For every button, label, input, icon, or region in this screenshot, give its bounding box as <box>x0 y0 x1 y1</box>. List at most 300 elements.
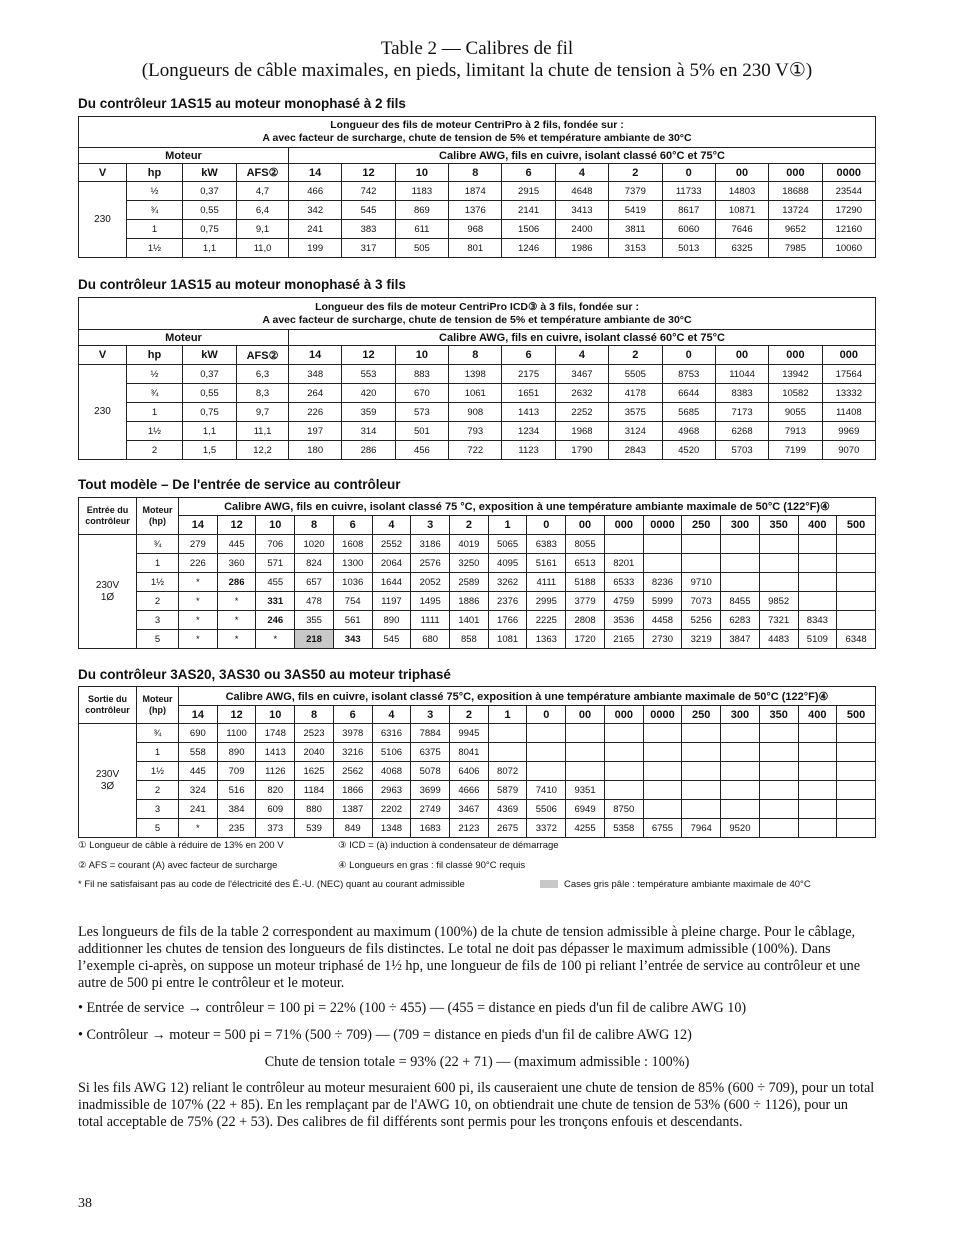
table-cell <box>798 819 837 838</box>
table-cell: 849 <box>333 819 372 838</box>
column-header: 8 <box>449 164 502 182</box>
table-cell: 11408 <box>822 403 875 422</box>
table-cell: 6533 <box>604 573 643 592</box>
table-cell: 1100 <box>217 724 256 743</box>
table-row <box>79 630 876 649</box>
table-cell: 545 <box>372 630 411 649</box>
table-cell: 3467 <box>555 365 608 384</box>
table-cell: 7884 <box>411 724 450 743</box>
table-cell: 1376 <box>449 201 502 220</box>
table-cell: 1748 <box>256 724 295 743</box>
table-cell <box>527 743 566 762</box>
table-cell: 4483 <box>759 630 798 649</box>
gauge-header: 0 <box>527 516 566 535</box>
table-cell <box>798 800 837 819</box>
title-line-1: Table 2 — Calibres de fil <box>380 38 574 59</box>
table-cell: 3 <box>137 800 179 819</box>
column-header: 4 <box>555 346 608 365</box>
table-cell <box>798 535 837 554</box>
table-cell: 1 <box>127 403 183 422</box>
table-cell <box>798 554 837 573</box>
table-cell: 670 <box>395 384 448 403</box>
gauge-header: 1 <box>488 516 527 535</box>
table-cell: 2675 <box>488 819 527 838</box>
table-cell: 1123 <box>502 441 555 460</box>
table-row <box>79 762 876 781</box>
table-cell: 968 <box>449 220 502 239</box>
section-heading-3: Tout modèle – De l'entrée de service au contrôleur <box>78 477 401 492</box>
footnote-4: ④ Longueurs en gras : fil classé 90°C requis <box>338 860 526 871</box>
table-cell: 7964 <box>682 819 721 838</box>
table-cell: 23544 <box>822 182 875 201</box>
gauge-header: 250 <box>682 516 721 535</box>
table-cell: 3811 <box>609 220 662 239</box>
gauge-header: 6 <box>333 516 372 535</box>
table-cell: 3124 <box>609 422 662 441</box>
table-cell: 3699 <box>411 781 450 800</box>
gauge-header: 0000 <box>643 516 682 535</box>
table-cell: 2576 <box>411 554 450 573</box>
column-header: 0000 <box>822 164 875 182</box>
table-cell: 1234 <box>502 422 555 441</box>
phase-label: 3Ø <box>100 780 115 792</box>
footnote-3: ③ ICD = (à) induction à condensateur de démarrage <box>338 840 559 851</box>
table-cell: 1,5 <box>183 441 237 460</box>
table-cell: 3216 <box>333 743 372 762</box>
table-cell <box>759 573 798 592</box>
gauge-header: 1 <box>488 706 527 724</box>
table-cell: 571 <box>256 554 295 573</box>
table-cell: * <box>217 630 256 649</box>
table-cell <box>837 743 876 762</box>
table-row <box>79 403 876 422</box>
gauge-header: 000 <box>604 706 643 724</box>
column-header: 000 <box>822 346 875 365</box>
column-header: 12 <box>342 164 395 182</box>
table-cell: 373 <box>256 819 295 838</box>
voltage-cell <box>79 535 137 649</box>
table-cell <box>643 535 682 554</box>
section-heading-1: Du contrôleur 1AS15 au moteur monophasé à 2 fils <box>78 96 406 111</box>
table-cell <box>682 554 721 573</box>
table-cell: 8055 <box>566 535 605 554</box>
table-cell: 1,1 <box>183 239 237 258</box>
table-cell: 0,75 <box>183 220 237 239</box>
gauge-header: 12 <box>217 706 256 724</box>
table-cell: 1766 <box>488 611 527 630</box>
table-cell: 9852 <box>759 592 798 611</box>
column-header: 6 <box>502 164 555 182</box>
column-header: 000 <box>769 164 822 182</box>
table-cell: 7985 <box>769 239 822 258</box>
table-cell: 2 <box>137 781 179 800</box>
table-cell: 286 <box>342 441 395 460</box>
table-cell: 4369 <box>488 800 527 819</box>
table-cell: 1348 <box>372 819 411 838</box>
footnote-1: ① Longueur de câble à réduire de 13% en 200 V <box>78 840 284 851</box>
table-cell: 1363 <box>527 630 566 649</box>
gauge-header: 400 <box>798 516 837 535</box>
table-cell: 2123 <box>450 819 489 838</box>
table-cell <box>721 573 760 592</box>
table-cell <box>721 743 760 762</box>
table-row <box>79 182 876 201</box>
table-cell <box>837 592 876 611</box>
table-cell: 3250 <box>450 554 489 573</box>
table-cell: 1,1 <box>183 422 237 441</box>
table-cell: 4178 <box>609 384 662 403</box>
table-cell: 180 <box>289 441 342 460</box>
table-cell: 2632 <box>555 384 608 403</box>
gauge-header: 500 <box>837 516 876 535</box>
gauge-header: 000 <box>604 516 643 535</box>
table-cell: 1½ <box>137 762 179 781</box>
table-cell: 609 <box>256 800 295 819</box>
table-cell: 1036 <box>333 573 372 592</box>
table-cell: 2915 <box>502 182 555 201</box>
table-cell <box>759 535 798 554</box>
table-cell: 342 <box>289 201 342 220</box>
table-cell: 2808 <box>566 611 605 630</box>
table-cell <box>837 573 876 592</box>
table-cell <box>643 762 682 781</box>
table-cell <box>759 554 798 573</box>
table-cell: 573 <box>395 403 448 422</box>
table-cell: 1 <box>137 554 179 573</box>
table-cell: 4095 <box>488 554 527 573</box>
table-cell <box>643 724 682 743</box>
table-cell: 1081 <box>488 630 527 649</box>
footnote-star: * Fil ne satisfaisant pas au code de l'électricité des É.-U. (NEC) quant au courant admissible <box>78 879 465 890</box>
table-cell: 5078 <box>411 762 450 781</box>
table-cell: 359 <box>342 403 395 422</box>
table-cell: 6283 <box>721 611 760 630</box>
column-header: V <box>79 346 127 365</box>
table-cell: 4,7 <box>237 182 289 201</box>
table-cell <box>759 762 798 781</box>
table-cell <box>837 800 876 819</box>
table-cell: 331 <box>256 592 295 611</box>
table-cell: 5013 <box>662 239 715 258</box>
table-cell: 445 <box>217 535 256 554</box>
table-cell: * <box>217 611 256 630</box>
table-cell: 5703 <box>715 441 768 460</box>
table-cell <box>798 592 837 611</box>
column-header: 2 <box>609 346 662 365</box>
calibre-header: Calibre AWG, fils en cuivre, isolant classé 75 °C, exposition à une température ambiante maximale de 50°C (122°F)④ <box>179 498 876 516</box>
column-header: AFS② <box>237 164 289 182</box>
table-cell: 4666 <box>450 781 489 800</box>
table-cell: 4968 <box>662 422 715 441</box>
table-cell: 13332 <box>822 384 875 403</box>
table-cell <box>682 762 721 781</box>
table-1ph-3wire <box>78 297 876 460</box>
table-cell: 241 <box>179 800 218 819</box>
table-cell: 824 <box>295 554 334 573</box>
gauge-header: 300 <box>721 516 760 535</box>
table-cell: * <box>179 819 218 838</box>
table-cell <box>798 743 837 762</box>
table-cell <box>798 573 837 592</box>
table-cell: 657 <box>295 573 334 592</box>
table-row <box>79 800 876 819</box>
table-cell <box>721 554 760 573</box>
table-row <box>79 384 876 403</box>
table-cell: 2052 <box>411 573 450 592</box>
table-cell: 545 <box>342 201 395 220</box>
table-cell: 2040 <box>295 743 334 762</box>
table-cell: 226 <box>289 403 342 422</box>
table-cell: ¾ <box>137 535 179 554</box>
table-cell: 18688 <box>769 182 822 201</box>
gauge-header: 2 <box>450 516 489 535</box>
table-cell: 1½ <box>137 573 179 592</box>
table-cell: 17564 <box>822 365 875 384</box>
table-cell <box>798 781 837 800</box>
table-cell: 2 <box>137 592 179 611</box>
table-cell: 6949 <box>566 800 605 819</box>
table-cell <box>837 762 876 781</box>
table-caption: Longueur des fils de moteur CentriPro à 2 fils, fondée sur : A avec facteur de surcharge, chute de tension de 5% et température ambiante de 30°C <box>79 117 876 148</box>
table-cell: 5505 <box>609 365 662 384</box>
table-cell: 6644 <box>662 384 715 403</box>
table-cell: 7379 <box>609 182 662 201</box>
table-cell: 6513 <box>566 554 605 573</box>
table-cell: 9,7 <box>237 403 289 422</box>
table-cell: ¾ <box>127 384 183 403</box>
gauge-header: 250 <box>682 706 721 724</box>
table-cell: 4458 <box>643 611 682 630</box>
gauge-header: 3 <box>411 516 450 535</box>
table-cell: 7173 <box>715 403 768 422</box>
table-cell <box>721 535 760 554</box>
table-cell: 6406 <box>450 762 489 781</box>
gauge-header: 00 <box>566 706 605 724</box>
column-header: 00 <box>715 346 768 365</box>
table-cell <box>682 724 721 743</box>
table-cell: 2562 <box>333 762 372 781</box>
table-cell: 235 <box>217 819 256 838</box>
table-cell <box>682 800 721 819</box>
table-row <box>79 743 876 762</box>
table-cell <box>604 762 643 781</box>
table-cell: 3262 <box>488 573 527 592</box>
table-cell: 2523 <box>295 724 334 743</box>
table-row <box>79 819 876 838</box>
table-cell: 6060 <box>662 220 715 239</box>
table-service-to-controller <box>78 497 876 649</box>
table-cell: 5685 <box>662 403 715 422</box>
gauge-header: 400 <box>798 706 837 724</box>
table-cell: 5109 <box>798 630 837 649</box>
gauge-header: 10 <box>256 516 295 535</box>
gauge-header: 2 <box>450 706 489 724</box>
column-header: hp <box>127 164 183 182</box>
table-cell: 5506 <box>527 800 566 819</box>
table-cell: 1183 <box>395 182 448 201</box>
table-cell: 7646 <box>715 220 768 239</box>
table-cell: 8617 <box>662 201 715 220</box>
table-cell <box>604 743 643 762</box>
table-cell: 820 <box>256 781 295 800</box>
column-header: kW <box>183 164 237 182</box>
table-cell: 383 <box>342 220 395 239</box>
table-cell: 1184 <box>295 781 334 800</box>
gauge-header: 00 <box>566 516 605 535</box>
table-cell: 1608 <box>333 535 372 554</box>
table-cell: 12160 <box>822 220 875 239</box>
column-header: 10 <box>395 164 448 182</box>
table-cell: 8236 <box>643 573 682 592</box>
table-cell: 9,1 <box>237 220 289 239</box>
table-cell <box>837 535 876 554</box>
gauge-header: 350 <box>759 516 798 535</box>
table-cell: 539 <box>295 819 334 838</box>
table-cell: 218 <box>295 630 334 649</box>
table-cell: 553 <box>342 365 395 384</box>
moteur-hp-header: Moteur (hp) <box>137 498 179 535</box>
table-cell: 3413 <box>555 201 608 220</box>
table-cell: 754 <box>333 592 372 611</box>
table-cell: 1387 <box>333 800 372 819</box>
table-cell: 880 <box>295 800 334 819</box>
table-cell: 1413 <box>502 403 555 422</box>
table-cell: 1683 <box>411 819 450 838</box>
gauge-header: 500 <box>837 706 876 724</box>
table-cell: 2202 <box>372 800 411 819</box>
table-cell: ¾ <box>127 201 183 220</box>
table-cell: 9710 <box>682 573 721 592</box>
table-cell: 324 <box>179 781 218 800</box>
table-cell: 10582 <box>769 384 822 403</box>
table-cell: 3575 <box>609 403 662 422</box>
table-cell: 558 <box>179 743 218 762</box>
table-cell <box>837 611 876 630</box>
table-cell: 7913 <box>769 422 822 441</box>
column-header: 10 <box>395 346 448 365</box>
gray-swatch <box>540 880 558 888</box>
table-cell <box>643 743 682 762</box>
table-cell: 1495 <box>411 592 450 611</box>
table-cell: 4255 <box>566 819 605 838</box>
table-row <box>79 365 876 384</box>
table-cell: 6755 <box>643 819 682 838</box>
voltage-label: 230V <box>95 579 120 591</box>
table-row <box>79 611 876 630</box>
table-cell: 793 <box>449 422 502 441</box>
column-header: 12 <box>342 346 395 365</box>
gauge-header: 0000 <box>643 706 682 724</box>
table-cell: 4019 <box>450 535 489 554</box>
phase-label: 1Ø <box>100 591 115 603</box>
table-row <box>79 573 876 592</box>
column-header: 6 <box>502 346 555 365</box>
table-cell: 1 <box>127 220 183 239</box>
table-cell: 1126 <box>256 762 295 781</box>
table-cell <box>721 762 760 781</box>
table-cell: 6325 <box>715 239 768 258</box>
table-cell: 890 <box>372 611 411 630</box>
table-cell: 2995 <box>527 592 566 611</box>
table-cell: 869 <box>395 201 448 220</box>
table-cell: 5 <box>137 819 179 838</box>
table-cell: 1401 <box>450 611 489 630</box>
title-line-2: (Longueurs de câble maximales, en pieds, limitant la chute de tension à 5% en 230 V①) <box>141 60 813 81</box>
table-cell: 317 <box>342 239 395 258</box>
table-cell: 10060 <box>822 239 875 258</box>
table-cell: 1300 <box>333 554 372 573</box>
table-row <box>79 239 876 258</box>
table-cell: 1020 <box>295 535 334 554</box>
table-cell <box>759 781 798 800</box>
table-row <box>79 441 876 460</box>
table-row <box>79 201 876 220</box>
section-heading-4: Du contrôleur 3AS20, 3AS30 ou 3AS50 au moteur triphasé <box>78 667 451 682</box>
table-cell: 3847 <box>721 630 760 649</box>
table-cell: 7073 <box>682 592 721 611</box>
table-cell: 8041 <box>450 743 489 762</box>
table-cell: 4759 <box>604 592 643 611</box>
column-header: 00 <box>715 164 768 182</box>
table-cell: 6268 <box>715 422 768 441</box>
table-cell: 3219 <box>682 630 721 649</box>
table-cell: 13942 <box>769 365 822 384</box>
table-cell <box>643 781 682 800</box>
table-cell <box>837 781 876 800</box>
table-cell: 0,37 <box>183 365 237 384</box>
table-cell: 241 <box>289 220 342 239</box>
table-cell: 5358 <box>604 819 643 838</box>
table-cell: ½ <box>127 365 183 384</box>
entree-header: Entrée du contrôleur <box>79 498 137 535</box>
table-cell: 1720 <box>566 630 605 649</box>
table-cell: 4111 <box>527 573 566 592</box>
table-cell: 706 <box>256 535 295 554</box>
table-cell: 2252 <box>555 403 608 422</box>
table-cell <box>837 554 876 573</box>
table-cell: 420 <box>342 384 395 403</box>
table-cell: 8343 <box>798 611 837 630</box>
table-cell: 2963 <box>372 781 411 800</box>
table-cell: 9945 <box>450 724 489 743</box>
table-caption: Longueur des fils de moteur CentriPro ICD③ à 3 fils, fondée sur : A avec facteur de surcharge, chute de tension de 5% et température ambiante de 30°C <box>79 298 876 330</box>
column-header: V <box>79 164 127 182</box>
table-cell: 1111 <box>411 611 450 630</box>
table-row <box>79 220 876 239</box>
table-cell: 355 <box>295 611 334 630</box>
table-cell: 5106 <box>372 743 411 762</box>
table-cell: 1413 <box>256 743 295 762</box>
table-cell: 5419 <box>609 201 662 220</box>
page-title <box>0 38 954 82</box>
gauge-header: 8 <box>295 516 334 535</box>
table-cell <box>527 762 566 781</box>
table-cell: 1644 <box>372 573 411 592</box>
column-header: 0 <box>662 346 715 365</box>
table-cell: 6375 <box>411 743 450 762</box>
explanation-paragraph-1: Les longueurs de fils de la table 2 correspondent au maximum (100%) de la chute de tension admissible à pleine charge. Pour le câblage, additionner les chutes de tension des longueurs de fils distinctes. Le total ne doit pas dépasser le maximum admissible (100%). Dans l’exemple ci-après, on suppose un moteur triphasé de 1½ hp, une longueur de fils de 100 pi reliant l’entrée de service au contrôleur et une autre de 500 pi entre le contrôleur et le moteur. <box>78 924 861 991</box>
table-cell <box>721 800 760 819</box>
table-cell: 505 <box>395 239 448 258</box>
table-cell <box>488 724 527 743</box>
table-cell: 7410 <box>527 781 566 800</box>
explanation-paragraph-2: Si les fils AWG 12) reliant le contrôleur au moteur mesuraient 600 pi, ils causeraient une chute de tension de 85% (600 ÷ 709), pour un total inadmissible de 107% (22 + 85). En les remplaçant par de l'AWG 10, on obtiendrait une chute de tension de 53% (600 ÷ 1126), pour un total acceptable de 75% (22 + 53). Des calibres de fil différents sont permis pour les tronçons enfouis et descendants. <box>78 1080 875 1130</box>
table-cell: 0,55 <box>183 384 237 403</box>
table-cell: 501 <box>395 422 448 441</box>
table-cell: 226 <box>179 554 218 573</box>
table-cell: 1½ <box>127 239 183 258</box>
table-cell: 6316 <box>372 724 411 743</box>
